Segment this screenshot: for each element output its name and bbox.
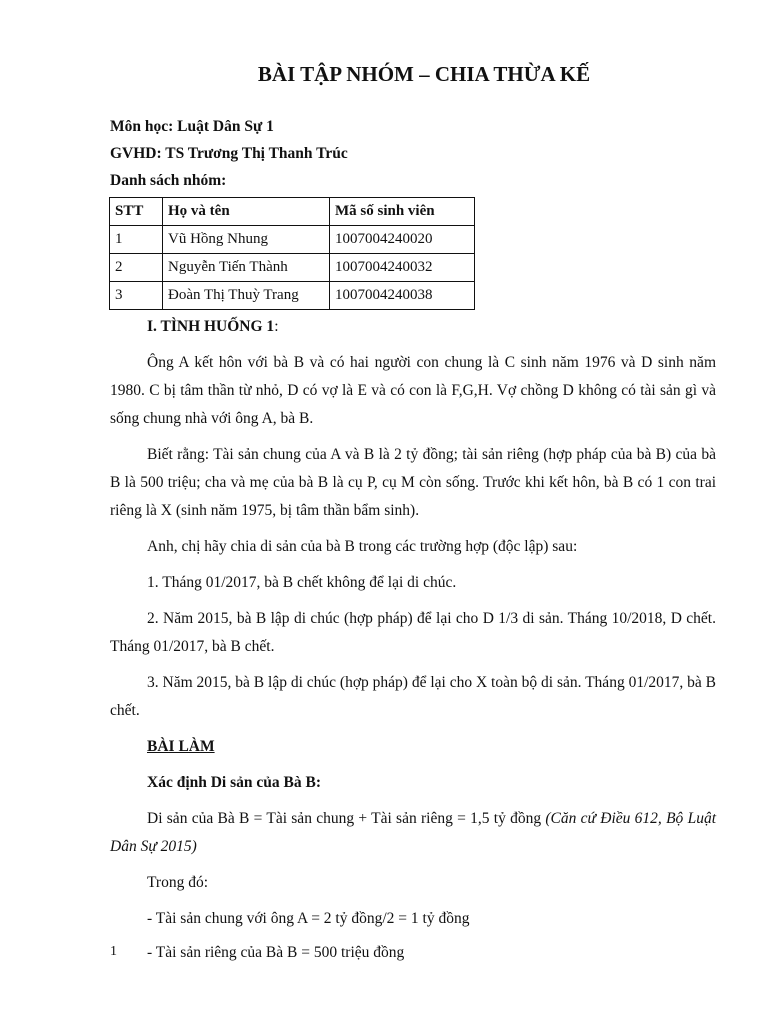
group-list-label: Danh sách nhóm:	[110, 172, 227, 189]
estate-heading: Xác định Di sản của Bà B:	[147, 774, 321, 791]
table-cell: Nguyễn Tiến Thành	[163, 254, 330, 282]
table-header-cell: STT	[110, 198, 163, 226]
estate-citation: (Căn cứ Điều 612, Bộ Luật Dân Sự 2015)	[110, 810, 717, 855]
instructor-line: GVHD: TS Trương Thị Thanh Trúc	[110, 145, 348, 162]
section-heading	[110, 313, 716, 341]
paragraph: Anh, chị hãy chia di sản của bà B trong các trường hợp (độc lập) sau:	[147, 538, 578, 555]
estate-formula-text: Di sản của Bà B = Tài sản chung + Tài sản riêng = 1,5 tỷ đồng	[147, 810, 546, 827]
table-row	[110, 226, 475, 254]
table-row	[110, 254, 475, 282]
table-header-cell: Họ và tên	[163, 198, 330, 226]
section-heading-colon: :	[274, 318, 279, 335]
answer-heading	[110, 733, 716, 761]
table-cell: 1007004240032	[330, 254, 475, 282]
document-body	[110, 313, 716, 973]
table-cell: 2	[110, 254, 163, 282]
table-header-row	[110, 198, 475, 226]
member-table	[109, 197, 475, 310]
case-item: 1. Tháng 01/2017, bà B chết không để lại di chúc.	[147, 574, 457, 591]
estate-formula	[110, 805, 716, 861]
table-cell: 1007004240020	[330, 226, 475, 254]
list-item: - Tài sản riêng của Bà B = 500 triệu đồng	[147, 944, 405, 961]
table-cell: 1007004240038	[330, 282, 475, 310]
paragraph: Biết rằng: Tài sản chung của A và B là 2 tỷ đồng; tài sản riêng (hợp pháp của bà B) của bà B là 500 triệu; cha và mẹ của bà B là cụ P, cụ M còn sống. Trước khi kết hôn, bà B có 1 con trai riêng là X (sinh năm 1975, bị tâm thần bẩm sinh).	[110, 446, 716, 519]
page-number: 1	[110, 944, 117, 959]
table-cell: Vũ Hồng Nhung	[163, 226, 330, 254]
section-heading-text: I. TÌNH HUỐNG 1	[147, 318, 275, 335]
table-cell: 3	[110, 282, 163, 310]
table-cell: 1	[110, 226, 163, 254]
document-title: BÀI TẬP NHÓM – CHIA THỪA KẾ	[257, 62, 591, 86]
subject-line: Môn học: Luật Dân Sự 1	[110, 118, 274, 135]
table-cell: Đoàn Thị Thuỳ Trang	[163, 282, 330, 310]
table-header-cell: Mã số sinh viên	[330, 198, 475, 226]
answer-heading-text: BÀI LÀM	[147, 738, 215, 755]
in-which-label: Trong đó:	[147, 874, 209, 891]
paragraph: Ông A kết hôn với bà B và có hai người con chung là C sinh năm 1976 và D sinh năm 1980. C bị tâm thần từ nhỏ, D có vợ là E và có con là F,G,H. Vợ chồng D không có tài sản gì và sống chung nhà với ông A, bà B.	[110, 354, 716, 427]
table-row	[110, 282, 475, 310]
list-item: - Tài sản chung với ông A = 2 tỷ đồng/2 = 1 tỷ đồng	[147, 910, 470, 927]
case-item: 2. Năm 2015, bà B lập di chúc (hợp pháp) để lại cho D 1/3 di sản. Tháng 10/2018, D chết. Tháng 01/2017, bà B chết.	[110, 610, 716, 655]
case-item: 3. Năm 2015, bà B lập di chúc (hợp pháp) để lại cho X toàn bộ di sản. Tháng 01/2017, bà B chết.	[110, 674, 716, 719]
